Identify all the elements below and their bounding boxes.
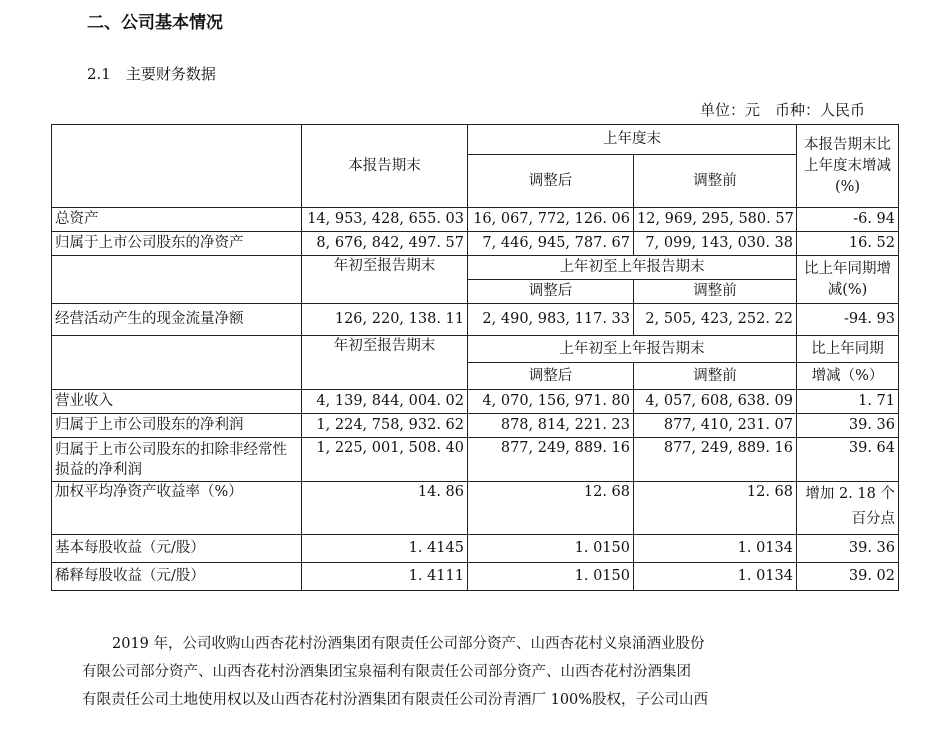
paragraph-line: 有限公司部分资产、山西杏花村汾酒集团宝泉福利有限责任公司部分资产、山西杏花村汾酒集团 — [82, 664, 691, 680]
header-before-adjust: 调整前 — [634, 363, 797, 390]
table-row — [52, 208, 899, 232]
table-row — [52, 563, 899, 591]
header-ytd: 年初至报告期末 — [302, 256, 468, 304]
table-row — [52, 438, 899, 482]
row-label: 基本每股收益（元/股） — [52, 535, 302, 563]
cell-value: 1. 4145 — [302, 535, 468, 563]
cell-value: 7, 446, 945, 787. 67 — [468, 232, 634, 256]
cell-value: 16. 52 — [797, 232, 899, 256]
header-last-ytd: 上年初至上年报告期末 — [468, 336, 797, 363]
cell-value: 39. 36 — [797, 535, 899, 563]
sub-title: 2.1 主要财务数据 — [87, 65, 216, 83]
cell-value: 1. 0150 — [468, 563, 634, 591]
table-row — [52, 304, 899, 336]
header-before-adjust: 调整前 — [634, 155, 797, 208]
header-change-pct: 本报告期末比上年度末增减(%) — [797, 125, 899, 208]
cell-value: 4, 070, 156, 971. 80 — [468, 390, 634, 414]
cell-value: 39. 64 — [797, 438, 899, 482]
row-label: 营业收入 — [52, 390, 302, 414]
row-label: 归属于上市公司股东的净资产 — [52, 232, 302, 256]
row-label: 加权平均净资产收益率（%） — [52, 482, 302, 535]
cell-value: 1. 4111 — [302, 563, 468, 591]
cell-value: 12. 68 — [634, 482, 797, 535]
cell-value: 12. 68 — [468, 482, 634, 535]
table-row — [52, 414, 899, 438]
cell-value: 2, 490, 983, 117. 33 — [468, 304, 634, 336]
row-label: 归属于上市公司股东的净利润 — [52, 414, 302, 438]
header-blank-cell — [52, 256, 302, 304]
table-row — [52, 390, 899, 414]
header-adjusted: 调整后 — [468, 280, 634, 304]
cell-value: 1. 0150 — [468, 535, 634, 563]
cell-value: 877, 410, 231. 07 — [634, 414, 797, 438]
paragraph-line: 2019 年，公司收购山西杏花村汾酒集团有限责任公司部分资产、山西杏花村义泉涌酒业股份 — [112, 636, 705, 652]
cell-value: 877, 249, 889. 16 — [634, 438, 797, 482]
table-header-row — [52, 125, 899, 155]
header-yoy-change: 比上年同期增减(%) — [797, 256, 899, 304]
cell-value: 8, 676, 842, 497. 57 — [302, 232, 468, 256]
paragraph-line: 有限责任公司土地使用权以及山西杏花村汾酒集团有限责任公司汾青酒厂 100%股权，子公司山西 — [82, 692, 709, 708]
header-last-year-end: 上年度末 — [468, 125, 797, 155]
cell-value: 1. 71 — [797, 390, 899, 414]
header-adjusted: 调整后 — [468, 155, 634, 208]
cell-value: 12, 969, 295, 580. 57 — [634, 208, 797, 232]
table-header-row — [52, 256, 899, 280]
cell-value: 1. 0134 — [634, 535, 797, 563]
header-period-end: 本报告期末 — [302, 125, 468, 208]
section-title: 二、公司基本情况 — [87, 13, 223, 33]
table-row — [52, 482, 899, 535]
header-before-adjust: 调整前 — [634, 280, 797, 304]
cell-value: 7, 099, 143, 030. 38 — [634, 232, 797, 256]
cell-value: 126, 220, 138. 11 — [302, 304, 468, 336]
cell-value: 14. 86 — [302, 482, 468, 535]
cell-value: 2, 505, 423, 252. 22 — [634, 304, 797, 336]
body-paragraph — [82, 630, 882, 714]
header-blank-cell — [52, 125, 302, 208]
cell-value: 1, 225, 001, 508. 40 — [302, 438, 468, 482]
cell-value: 878, 814, 221. 23 — [468, 414, 634, 438]
header-last-ytd: 上年初至上年报告期末 — [468, 256, 797, 280]
row-label: 经营活动产生的现金流量净额 — [52, 304, 302, 336]
header-adjusted: 调整后 — [468, 363, 634, 390]
row-label: 稀释每股收益（元/股） — [52, 563, 302, 591]
row-label: 归属于上市公司股东的扣除非经常性损益的净利润 — [52, 438, 302, 482]
header-ytd: 年初至报告期末 — [302, 336, 468, 390]
cell-value: 16, 067, 772, 126. 06 — [468, 208, 634, 232]
cell-value: 14, 953, 428, 655. 03 — [302, 208, 468, 232]
table-row — [52, 535, 899, 563]
header-yoy-change-line1: 比上年同期 — [797, 336, 899, 363]
cell-value: -6. 94 — [797, 208, 899, 232]
cell-value: 4, 139, 844, 004. 02 — [302, 390, 468, 414]
cell-value: -94. 93 — [797, 304, 899, 336]
unit-currency-note: 单位：元 币种：人民币 — [699, 101, 865, 119]
cell-value: 1, 224, 758, 932. 62 — [302, 414, 468, 438]
cell-value: 877, 249, 889. 16 — [468, 438, 634, 482]
cell-value: 4, 057, 608, 638. 09 — [634, 390, 797, 414]
header-yoy-change-line2: 增减（%） — [797, 363, 899, 390]
cell-value: 1. 0134 — [634, 563, 797, 591]
table-header-row — [52, 336, 899, 363]
header-blank-cell — [52, 336, 302, 390]
cell-value: 增加 2. 18 个百分点 — [797, 482, 899, 535]
row-label: 总资产 — [52, 208, 302, 232]
table-row — [52, 232, 899, 256]
cell-value: 39. 36 — [797, 414, 899, 438]
financial-data-table — [51, 124, 899, 591]
cell-value: 39. 02 — [797, 563, 899, 591]
